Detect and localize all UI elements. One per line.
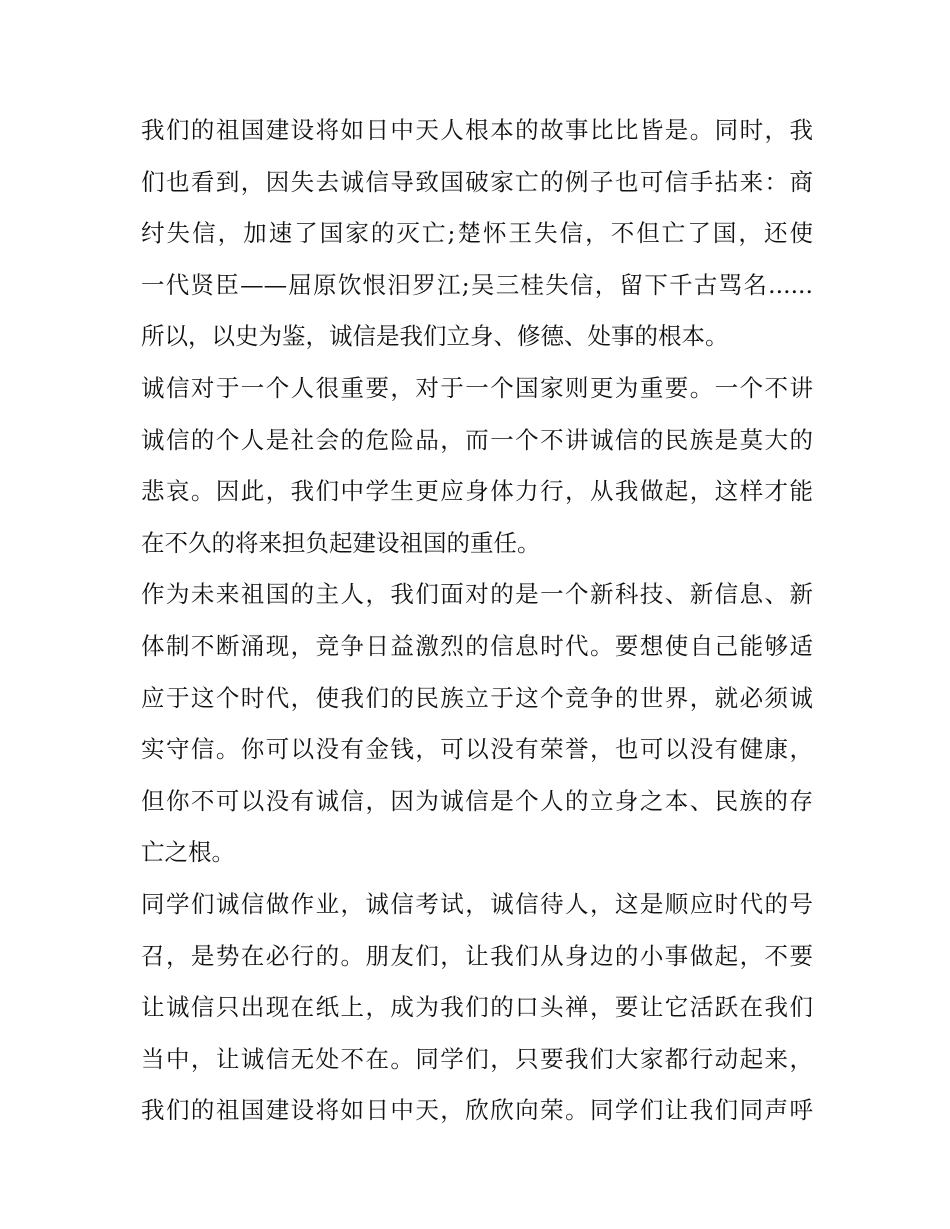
paragraph-end-line: 所以，以史为鉴，诚信是我们立身、修德、处事的根本。: [141, 322, 729, 351]
text-line: 一代贤臣——屈原饮恨汨罗江;吴三桂失信，留下千古骂名......: [141, 270, 813, 299]
text-line: 同学们诚信做作业，诚信考试，诚信待人，这是顺应时代的号: [141, 889, 813, 918]
text-line: 我们的祖国建设将如日中天，欣欣向荣。同学们让我们同声呼: [141, 1096, 813, 1125]
text-line: 诚信的个人是社会的危险品，而一个不讲诚信的民族是莫大的: [141, 425, 813, 454]
text-line: 们也看到，因失去诚信导致国破家亡的例子也可信手拈来：商: [141, 167, 813, 196]
paragraph-end-line: 在不久的将来担负起建设祖国的重任。: [141, 528, 541, 557]
text-line: 让诚信只出现在纸上，成为我们的口头禅，要让它活跃在我们: [141, 993, 813, 1022]
text-line: 应于这个时代，使我们的民族立于这个竞争的世界，就必须诚: [141, 683, 813, 712]
text-line: 但你不可以没有诚信，因为诚信是个人的立身之本、民族的存: [141, 786, 813, 815]
text-line: 我们的祖国建设将如日中天人根本的故事比比皆是。同时，我: [141, 116, 813, 144]
text-line: 实守信。你可以没有金钱，可以没有荣誉，也可以没有健康，: [141, 735, 813, 764]
text-line: 诚信对于一个人很重要，对于一个国家则更为重要。一个不讲: [141, 373, 813, 402]
text-line: 召，是势在必行的。朋友们，让我们从身边的小事做起，不要: [141, 941, 813, 970]
document-body: [141, 110, 813, 1142]
text-line: 悲哀。因此，我们中学生更应身体力行，从我做起，这样才能: [141, 477, 813, 506]
paragraph-end-line: 亡之根。: [141, 838, 235, 867]
text-line: 体制不断涌现，竞争日益激烈的信息时代。要想使自己能够适: [141, 631, 813, 660]
text-line: 作为未来祖国的主人，我们面对的是一个新科技、新信息、新: [141, 580, 813, 609]
text-line: 当中，让诚信无处不在。同学们，只要我们大家都行动起来，: [141, 1044, 813, 1073]
text-line: 纣失信，加速了国家的灭亡;楚怀王失信，不但亡了国，还使: [141, 219, 813, 248]
